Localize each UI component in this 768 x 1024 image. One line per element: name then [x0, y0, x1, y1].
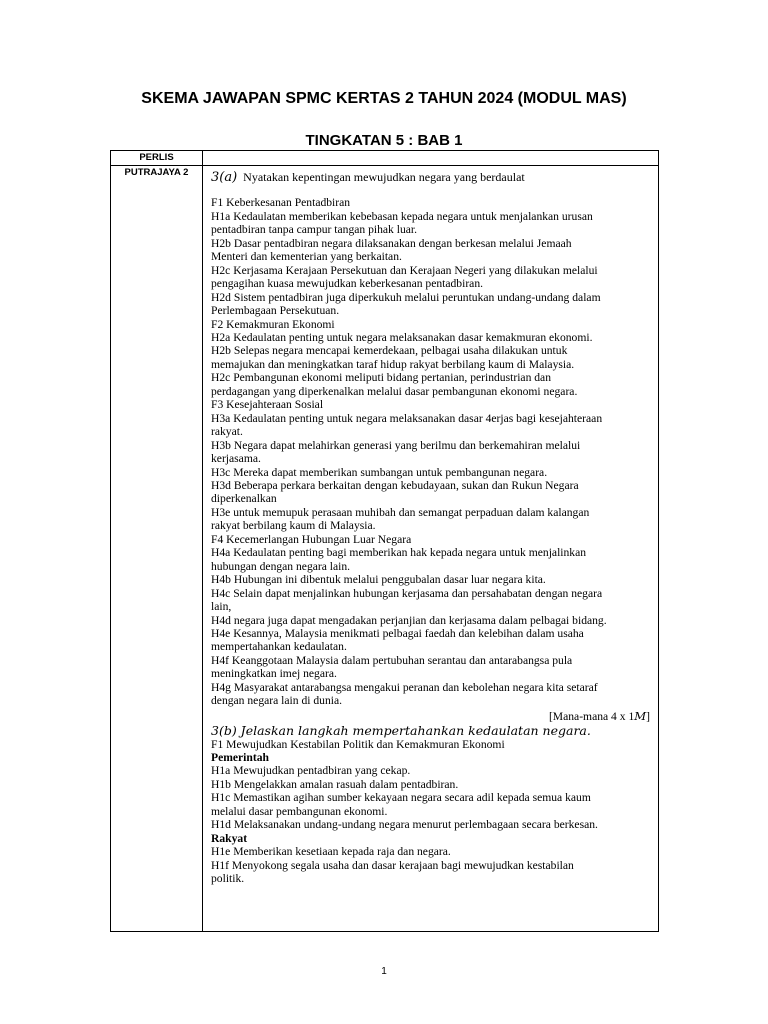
answer-line: H4a Kedaulatan penting bagi memberikan hak kepada negara untuk menjalinkan [211, 546, 587, 560]
answer-line: H4b Hubungan ini dibentuk melalui penggubalan dasar luar negara kita. [211, 573, 546, 587]
table-row-putrajaya [111, 166, 659, 932]
marks-note [211, 710, 652, 723]
answer-line: rakyat. [211, 425, 243, 439]
answer-line: politik. [211, 872, 245, 886]
answer-line: H3d Beberapa perkara berkaitan dengan kebudayaan, sukan dan Rukun Negara [211, 478, 579, 492]
answer-line: Perlembagaan Persekutuan. [211, 304, 340, 318]
answer-line: H4f Keanggotaan Malaysia dalam pertubuhan serantau dan antarabangsa pula [211, 653, 573, 667]
answer-line: H2c Pembangunan ekonomi meliputi bidang pertanian, perindustrian dan [211, 371, 552, 385]
answer-line: dengan negara lain di dunia. [211, 694, 343, 708]
answer-line: H1a Kedaulatan memberikan kebebasan kepada negara untuk menjalankan urusan [211, 209, 593, 223]
answer-line: Menteri dan kementerian yang berkaitan. [211, 250, 402, 264]
answer-line: perdagangan yang diperkenalkan melalui dasar pembangunan ekonomi negara. [211, 384, 578, 398]
answer-line: hubungan dengan negara lain. [211, 559, 351, 573]
table-row-perlis [111, 151, 659, 166]
answer-line: H4c Selain dapat menjalinkan hubungan kerjasama dan persahabatan dengan negara [211, 586, 603, 600]
document-title: SKEMA JAWAPAN SPMC KERTAS 2 TAHUN 2024 (MODUL MAS) [141, 90, 627, 107]
answer-line: meningkatkan imej negara. [211, 667, 337, 681]
page-number: 1 [381, 966, 387, 977]
answer-line: H4d negara juga dapat mengadakan perjanjian dan kerjasama dalam pelbagai bidang. [211, 613, 607, 627]
answer-line: H1e Memberikan kesetiaan kepada raja dan negara. [211, 845, 451, 859]
group-heading-rakyat: Rakyat [211, 831, 248, 845]
question-3a [211, 171, 652, 184]
answer-line: H4g Masyarakat antarabangsa mengakui peranan dan kebolehan negara kita setaraf [211, 680, 598, 694]
answer-line: H2b Dasar pentadbiran negara dilaksanakan dengan berkesan melalui Jemaah [211, 236, 572, 250]
answer-line: H3c Mereka dapat memberikan sumbangan untuk pembangunan negara. [211, 465, 548, 479]
answer-line: lain, [211, 600, 232, 614]
answer-line: pentadbiran tanpa campur tangan pihak luar. [211, 223, 418, 237]
answer-line: pengagihan kuasa mewujudkan keberkesanan pentadbiran. [211, 277, 484, 291]
row-label-perlis: PERLIS [139, 152, 174, 163]
group-heading-pemerintah: Pemerintah [211, 751, 269, 765]
row-label-cell [111, 166, 203, 932]
answer-line: H1b Mengelakkan amalan rasuah dalam pentadbiran. [211, 777, 459, 791]
marks-unit: M [634, 708, 647, 723]
empty-cell [203, 151, 659, 166]
answer-line: H1d Melaksanakan undang-undang negara menurut perlembagaan secara berkesan. [211, 818, 598, 832]
answer-line: memajukan dan meningkatkan taraf hidup rakyat berbilang kaum di Malaysia. [211, 357, 575, 371]
answer-line: H1c Memastikan agihan sumber kekayaan negara secara adil kepada semua kaum [211, 791, 591, 805]
answer-line: F3 Kesejahteraan Sosial [211, 398, 324, 412]
answer-line: H4e Kesannya, Malaysia menikmati pelbagai faedah dan kelebihan dalam usaha [211, 626, 584, 640]
answer-line: melalui dasar pembangunan ekonomi. [211, 804, 388, 818]
answer-line: diperkenalkan [211, 492, 277, 506]
question-3b-text: 3(b) Jelaskan langkah mempertahankan kedaulatan negara. [211, 723, 591, 739]
answer-table [110, 150, 659, 932]
question-3a-number: 3(a) [211, 170, 238, 185]
marks-prefix: [Mana-mana 4 x 1 [548, 709, 635, 723]
answer-3b-pemerintah-lines [211, 764, 652, 831]
marks-suffix: ] [646, 709, 650, 723]
answer-line: rakyat berbilang kaum di Malaysia. [211, 519, 376, 533]
answer-3b-f1-title: F1 Mewujudkan Kestabilan Politik dan Kemakmuran Ekonomi [211, 737, 505, 751]
answer-line: H3a Kedaulatan penting untuk negara melaksanakan dasar 4erjas bagi kesejahteraan [211, 411, 603, 425]
answer-line: H1a Mewujudkan pentadbiran yang cekap. [211, 764, 411, 778]
answer-line: kerjasama. [211, 452, 261, 466]
document-subtitle: TINGKATAN 5 : BAB 1 [305, 132, 463, 149]
answer-line: H3e untuk memupuk perasaan muhibah dan semangat perpaduan dalam kalangan [211, 505, 590, 519]
answer-line: F2 Kemakmuran Ekonomi [211, 317, 335, 331]
answer-3a-lines [211, 196, 652, 707]
answer-line: mempertahankan kedaulatan. [211, 640, 347, 654]
answer-line: H2a Kedaulatan penting untuk negara melaksanakan dasar kemakmuran ekonomi. [211, 330, 593, 344]
answer-line: H3b Negara dapat melahirkan generasi yang berilmu dan berkemahiran melalui [211, 438, 581, 452]
answer-content [203, 166, 658, 931]
answer-3b-rakyat-lines [211, 845, 652, 885]
answer-line: F1 Keberkesanan Pentadbiran [211, 196, 351, 210]
answer-line: H2d Sistem pentadbiran juga diperkukuh melalui peruntukan undang-undang dalam [211, 290, 601, 304]
answer-content-cell [203, 166, 659, 932]
question-3a-text: Nyatakan kepentingan mewujudkan negara yang berdaulat [243, 170, 525, 184]
row-label-putrajaya: PUTRAJAYA 2 [124, 167, 189, 178]
answer-line: H1f Menyokong segala usaha dan dasar kerajaan bagi mewujudkan kestabilan [211, 858, 574, 872]
answer-line: H2c Kerjasama Kerajaan Persekutuan dan Kerajaan Negeri yang dilakukan melalui [211, 263, 598, 277]
answer-line: H2b Selepas negara mencapai kemerdekaan, pelbagai usaha dilakukan untuk [211, 344, 568, 358]
answer-line: F4 Kecemerlangan Hubungan Luar Negara [211, 532, 412, 546]
row-label-cell [111, 151, 203, 166]
